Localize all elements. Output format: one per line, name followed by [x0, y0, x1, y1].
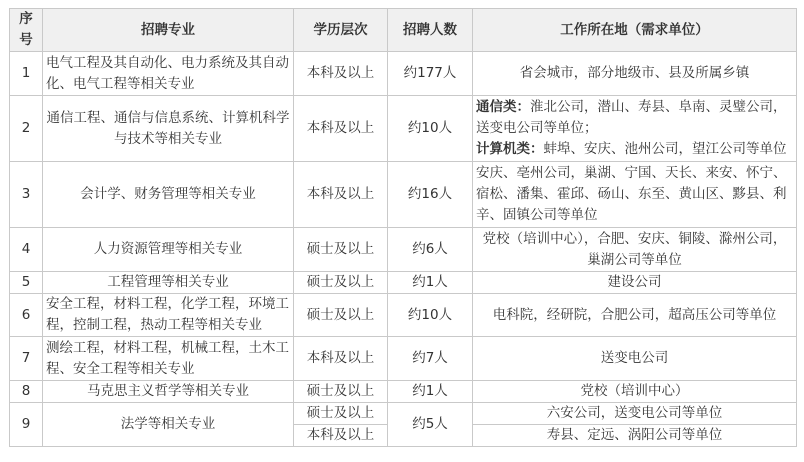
dept-label: 通信类：	[476, 99, 530, 115]
table-row	[10, 52, 797, 96]
cell-count: 约16人	[388, 162, 473, 228]
location-telecom	[476, 97, 793, 139]
cell-count: 约10人	[388, 96, 473, 162]
cell-education: 硕士及以上	[294, 228, 388, 272]
cell-major: 法学等相关专业	[43, 403, 294, 447]
table-row	[10, 162, 797, 228]
cell-education: 硕士及以上	[294, 294, 388, 337]
table-row	[10, 272, 797, 294]
cell-education: 本科及以上	[294, 96, 388, 162]
cell-no: 7	[10, 337, 43, 381]
cell-count: 约7人	[388, 337, 473, 381]
cell-no: 2	[10, 96, 43, 162]
cell-major: 通信工程、通信与信息系统、计算机科学与技术等相关专业	[43, 96, 294, 162]
table-header-row	[10, 9, 797, 52]
cell-count: 约10人	[388, 294, 473, 337]
cell-location: 安庆、亳州公司，巢湖、宁国、天长、来安、怀宁、宿松、潘集、霍邱、砀山、东至、黄山区、黟县、利辛、固镇公司等单位	[473, 162, 797, 228]
cell-education: 本科及以上	[294, 425, 388, 447]
cell-major: 马克思主义哲学等相关专业	[43, 381, 294, 403]
cell-count: 约1人	[388, 272, 473, 294]
cell-count: 约1人	[388, 381, 473, 403]
cell-education: 硕士及以上	[294, 272, 388, 294]
cell-no: 9	[10, 403, 43, 447]
cell-count: 约5人	[388, 403, 473, 447]
table-row	[10, 228, 797, 272]
cell-major: 电气工程及其自动化、电力系统及其自动化、电气工程等相关专业	[43, 52, 294, 96]
cell-no: 4	[10, 228, 43, 272]
cell-major: 安全工程，材料工程，化学工程，环境工程，控制工程，热动工程等相关专业	[43, 294, 294, 337]
cell-location: 省会城市，部分地级市、县及所属乡镇	[473, 52, 797, 96]
cell-major: 工程管理等相关专业	[43, 272, 294, 294]
cell-location: 送变电公司	[473, 337, 797, 381]
cell-education: 硕士及以上	[294, 381, 388, 403]
cell-education: 硕士及以上	[294, 403, 388, 425]
cell-location: 电科院，经研院，合肥公司，超高压公司等单位	[473, 294, 797, 337]
location-computer	[476, 139, 793, 160]
cell-no: 3	[10, 162, 43, 228]
cell-no: 6	[10, 294, 43, 337]
header-count: 招聘人数	[388, 9, 473, 52]
header-major: 招聘专业	[43, 9, 294, 52]
cell-location: 党校（培训中心）	[473, 381, 797, 403]
cell-location: 建设公司	[473, 272, 797, 294]
header-no: 序号	[10, 9, 43, 52]
dept-text: 淮北公司，潜山、寿县、阜南、灵璧公司，送变电公司等单位；	[476, 99, 787, 136]
cell-major: 人力资源管理等相关专业	[43, 228, 294, 272]
table-row	[10, 294, 797, 337]
header-education: 学历层次	[294, 9, 388, 52]
cell-education: 本科及以上	[294, 337, 388, 381]
cell-no: 5	[10, 272, 43, 294]
cell-location: 寿县、定远、涡阳公司等单位	[473, 425, 797, 447]
cell-major: 会计学、财务管理等相关专业	[43, 162, 294, 228]
recruitment-table	[9, 8, 797, 447]
cell-education: 本科及以上	[294, 52, 388, 96]
table-row	[10, 96, 797, 162]
header-location: 工作所在地（需求单位）	[473, 9, 797, 52]
table-row	[10, 381, 797, 403]
cell-location: 党校（培训中心），合肥、安庆、铜陵、滁州公司，巢湖公司等单位	[473, 228, 797, 272]
cell-no: 8	[10, 381, 43, 403]
table-row	[10, 337, 797, 381]
dept-text: 蚌埠、安庆、池州公司，望江公司等单位	[543, 141, 787, 157]
cell-education: 本科及以上	[294, 162, 388, 228]
cell-count: 约6人	[388, 228, 473, 272]
cell-location	[473, 96, 797, 162]
cell-count: 约177人	[388, 52, 473, 96]
dept-label: 计算机类：	[476, 141, 544, 157]
cell-no: 1	[10, 52, 43, 96]
cell-major: 测绘工程，材料工程，机械工程，土木工程、安全工程等相关专业	[43, 337, 294, 381]
table-row	[10, 403, 797, 425]
cell-location: 六安公司，送变电公司等单位	[473, 403, 797, 425]
